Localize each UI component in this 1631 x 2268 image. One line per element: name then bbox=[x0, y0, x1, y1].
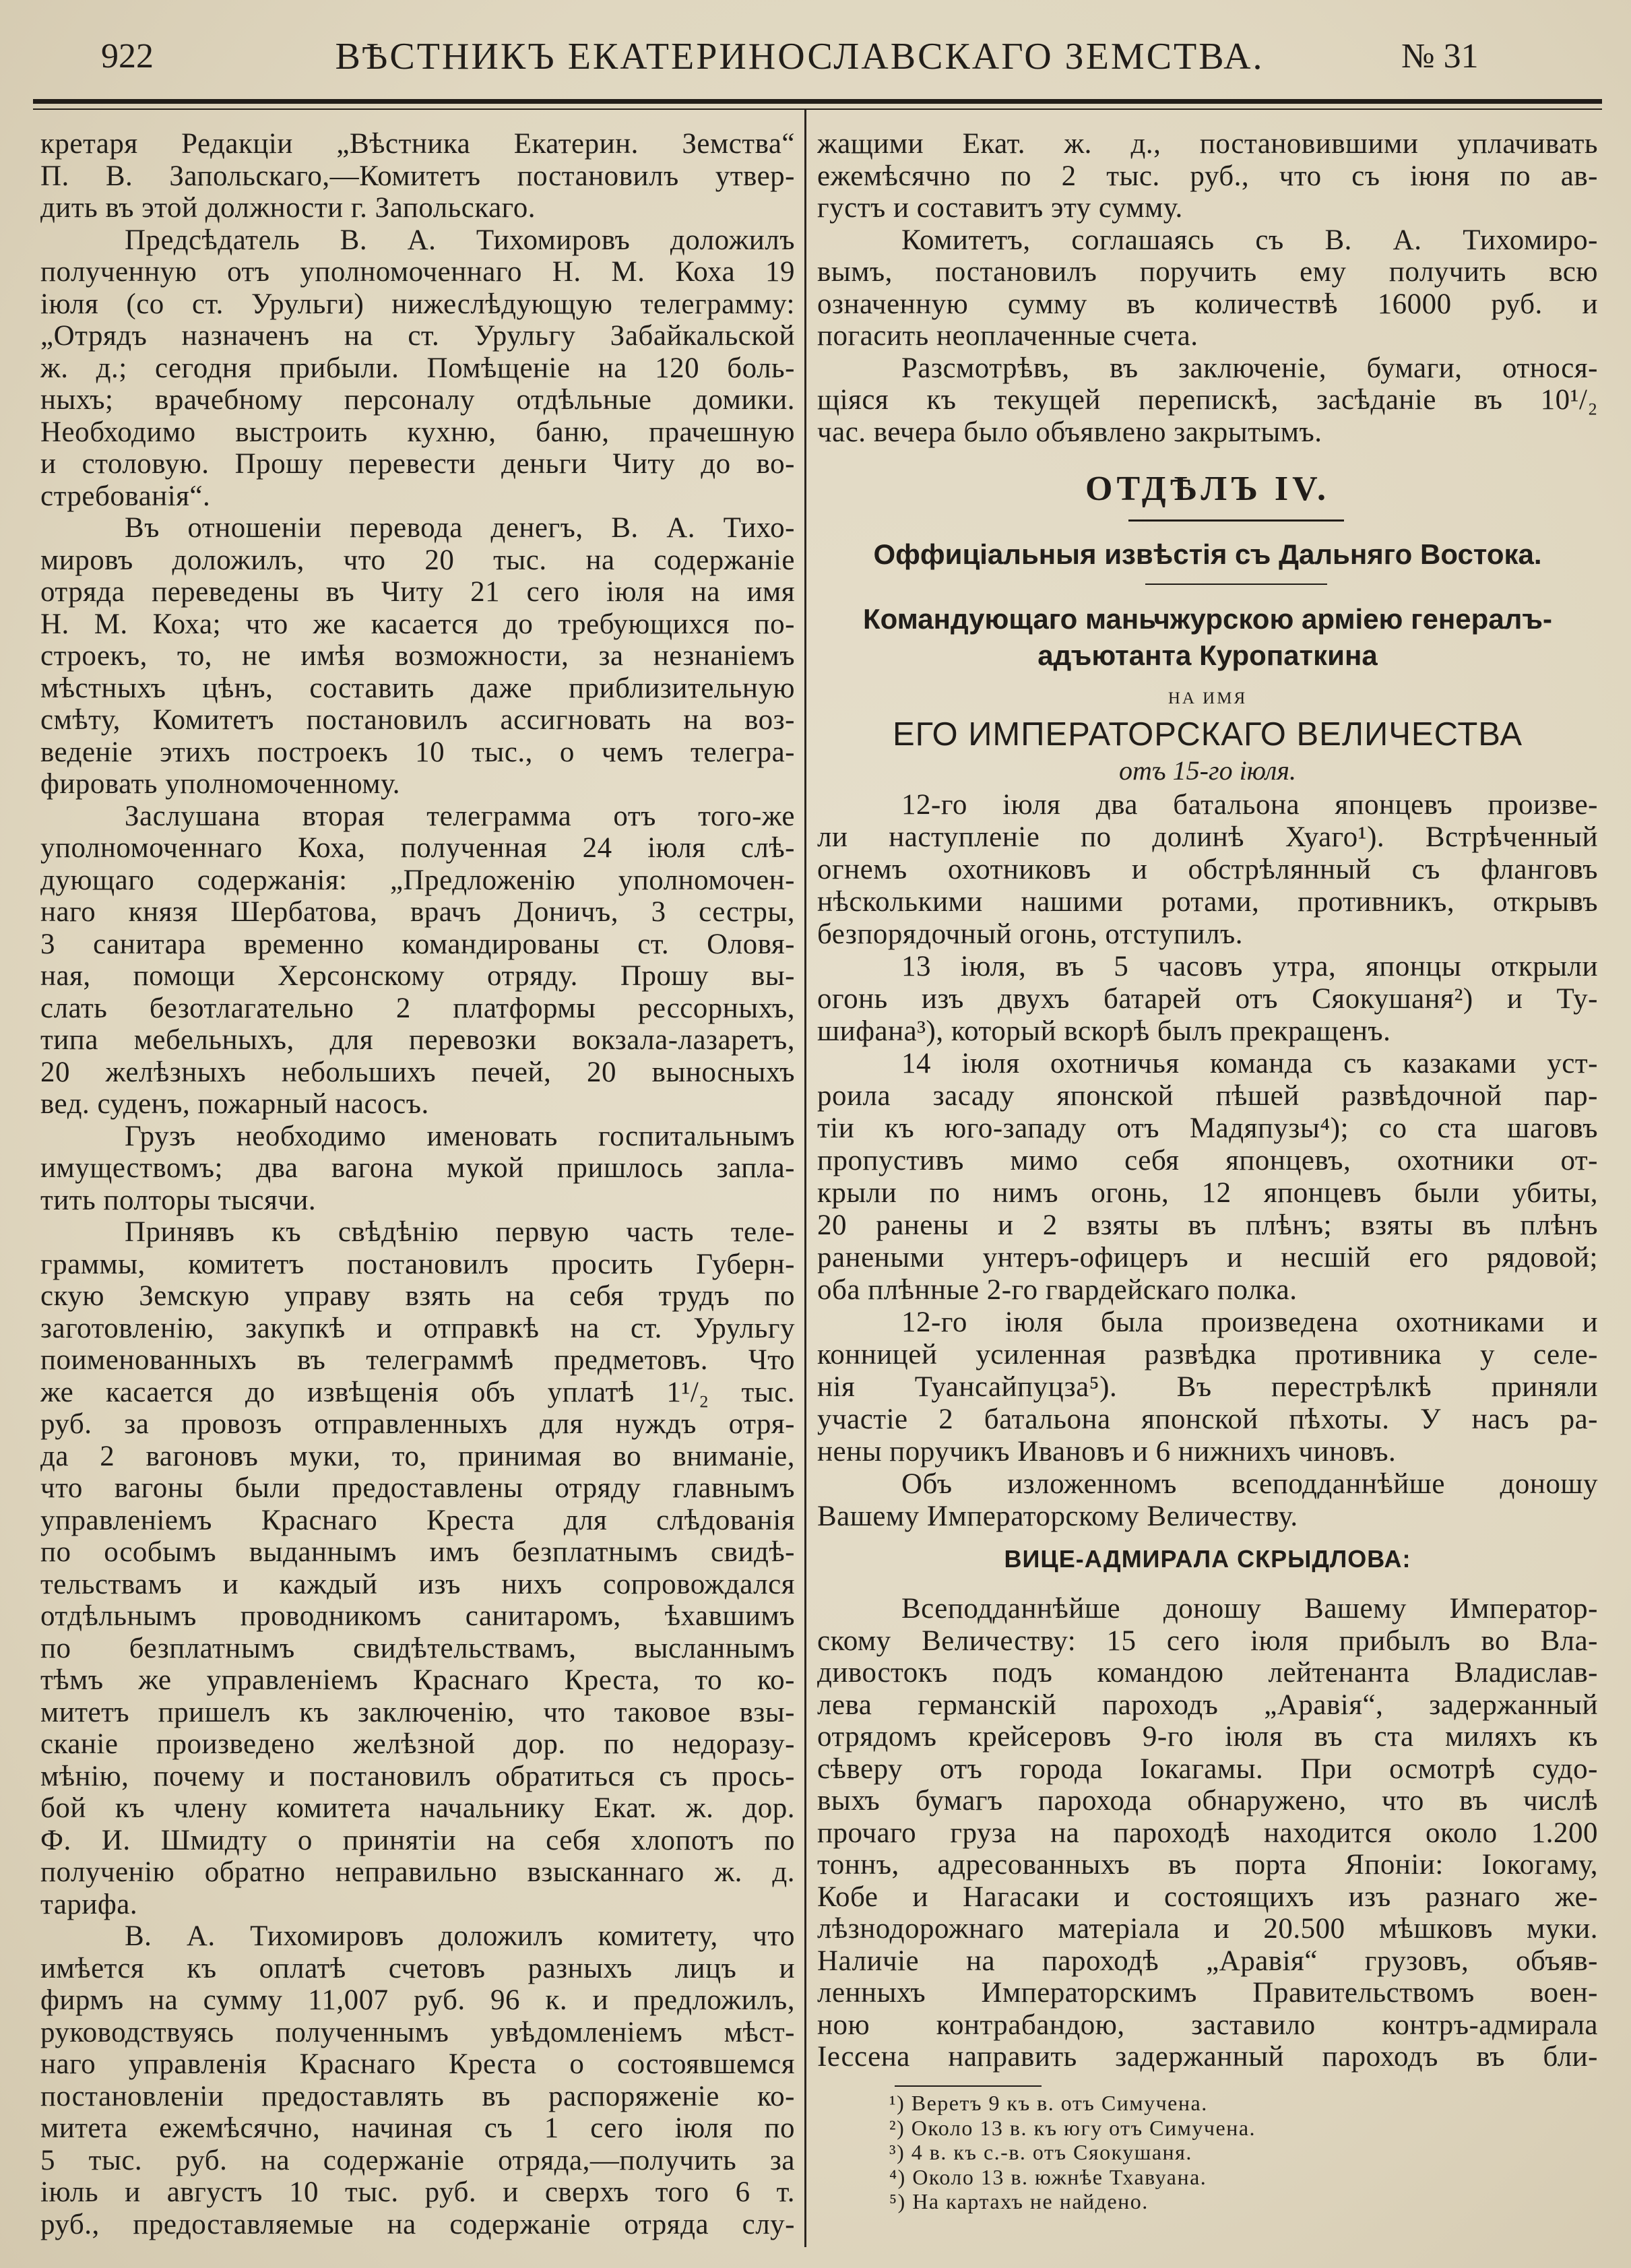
paragraph bbox=[817, 128, 1598, 224]
text-line: наго управленія Краснаго Креста о состоявшемся bbox=[40, 2048, 795, 2080]
footnotes bbox=[889, 2091, 1563, 2214]
section-subheading: Оффиціальныя извѣстія съ Дальняго Востока. bbox=[873, 538, 1542, 570]
text-line: іюль и августъ 10 тыс. руб. и сверхъ того 6 т. bbox=[40, 2176, 795, 2208]
text-line: сѣверу отъ города Іокагамы. При осмотрѣ судо- bbox=[817, 1753, 1598, 1785]
text-line: Заслушана вторая телеграмма отъ того-же bbox=[125, 800, 795, 832]
paragraph bbox=[817, 951, 1598, 1048]
text-line: участіе 2 батальона японской пѣхоты. У насъ ра- bbox=[817, 1404, 1598, 1435]
text-line: 13 іюля, въ 5 часовъ утра, японцы открыли bbox=[901, 951, 1598, 982]
text-line: ленныхъ Императорскимъ Правительствомъ воен- bbox=[817, 1977, 1598, 2009]
text-line: Объ изложенномъ всеподданнѣйше доношу bbox=[901, 1468, 1598, 1500]
text-line: нія Туансайпуцза⁵). Въ перестрѣлкѣ приняли bbox=[817, 1371, 1598, 1403]
text-line: ранеными унтеръ-офицеръ и несшій его рядовой; bbox=[817, 1242, 1598, 1273]
kuropatkin-report-text bbox=[817, 789, 1598, 1533]
text-line: и столовую. Прошу перевести деньги Читу до во- bbox=[40, 448, 795, 480]
text-line: веденіе этихъ построекъ 10 тыс., о чемъ телегра- bbox=[40, 736, 795, 768]
text-line: руб., предоставляемые на содержаніе отряда слу- bbox=[40, 2208, 795, 2240]
issue-number: № 31 bbox=[1401, 37, 1479, 75]
text-line: что вагоны были предоставлены отряду главнымъ bbox=[40, 1472, 795, 1504]
text-line: полученію обратно неправильно взысканнаго ж. д. bbox=[40, 1856, 795, 1888]
text-line: мировъ доложилъ, что 20 тыс. на содержаніе bbox=[40, 544, 795, 576]
publication-title: ВѢСТНИКЪ ЕКАТЕРИНОСЛАВСКАГО ЗЕМСТВА. bbox=[335, 36, 1265, 77]
text-line: 5 тыс. руб. на содержаніе отряда,—получить за bbox=[40, 2144, 795, 2176]
text-line: Грузъ необходимо именовать госпитальнымъ bbox=[125, 1120, 795, 1152]
text-line: Принявъ къ свѣдѣнію первую часть теле- bbox=[125, 1216, 795, 1248]
footnote: ²) Около 13 в. къ югу отъ Симучена. bbox=[889, 2115, 1256, 2140]
text-line: пропустивъ мимо себя японцевъ, охотники от- bbox=[817, 1145, 1598, 1176]
report-heading-line: адъютанта Куропаткина bbox=[1037, 639, 1378, 671]
text-line: тіи къ юго-западу отъ Мадяпузы⁴); со ста шаговъ bbox=[817, 1112, 1598, 1144]
text-line: конницей усиленная развѣдка противника у селе- bbox=[817, 1339, 1598, 1371]
text-line: Іессена направить задержанный пароходъ въ бли- bbox=[817, 2041, 1598, 2073]
footnote: ³) 4 в. къ с.-в. отъ Сяокушаня. bbox=[889, 2140, 1192, 2164]
footnote: ¹) Веретъ 9 къ в. отъ Симучена. bbox=[889, 2091, 1208, 2115]
text-line: Вашему Императорскому Величеству. bbox=[817, 1501, 1298, 1532]
text-line: нены поручикъ Ивановъ и 6 нижнихъ чиновъ. bbox=[817, 1436, 1397, 1468]
text-line: Необходимо выстроить кухню, баню, прачешную bbox=[40, 416, 795, 448]
text-line: выхъ бумагъ парохода обнаружено, что въ числѣ bbox=[817, 1785, 1598, 1817]
text-line: тоннъ, адресованныхъ въ порта Японіи: Іокогаму, bbox=[817, 1849, 1598, 1881]
text-line: В. А. Тихомировъ доложилъ комитету, что bbox=[125, 1920, 795, 1952]
text-line: ныхъ; врачебному персоналу отдѣльные домики. bbox=[40, 384, 795, 416]
paragraph bbox=[817, 789, 1598, 951]
text-line: граммы, комитетъ постановилъ просить Губерн- bbox=[40, 1248, 795, 1280]
paragraph bbox=[40, 224, 795, 513]
text-line: Н. М. Коха; что же касается до требующихся по- bbox=[40, 608, 795, 640]
text-line: тить полторы тысячи. bbox=[40, 1184, 317, 1216]
text-line: 20 ранены и 2 взяты въ плѣнъ; взяты въ плѣнъ bbox=[817, 1209, 1598, 1241]
section-heading: ОТДѢЛЪ IV. bbox=[1085, 470, 1330, 508]
footnote-rule bbox=[895, 2085, 1042, 2087]
text-line: типа мебельныхъ, для перевозки вокзала-лазаретъ, bbox=[40, 1024, 795, 1056]
text-line: мѣстныхъ цѣнъ, составить даже приблизительную bbox=[40, 672, 795, 704]
paragraph bbox=[817, 1306, 1598, 1468]
text-line: слать безотлагательно 2 платформы рессорныхъ, bbox=[40, 992, 795, 1024]
text-line: наго князя Шербатова, врачъ Доничъ, 3 сестры, bbox=[40, 896, 795, 928]
text-line: ли наступленіе по долинѣ Хуаго¹). Встрѣченный bbox=[817, 821, 1598, 853]
text-line: тѣмъ же управленіемъ Краснаго Креста, то ко- bbox=[40, 1664, 795, 1696]
paragraph bbox=[40, 800, 795, 1121]
text-line: нѣсколькими нашими ротами, противникъ, открывъ bbox=[817, 886, 1598, 918]
footnote: ⁴) Около 13 в. южнѣе Тхавуана. bbox=[889, 2164, 1207, 2189]
text-line: уполномоченнаго Коха, полученная 24 іюля слѣ- bbox=[40, 832, 795, 864]
paragraph bbox=[40, 128, 795, 224]
text-line: митета ежемѣсячно, начиная съ 1 сего іюля по bbox=[40, 2112, 795, 2144]
text-line: митетъ пришелъ къ заключенію, что таковое взы- bbox=[40, 1696, 795, 1728]
paragraph bbox=[817, 1048, 1598, 1306]
text-line: вымъ, постановилъ поручить ему получить всю bbox=[817, 256, 1598, 288]
text-line: вед. суденъ, пожарный насосъ. bbox=[40, 1088, 429, 1120]
text-line: поименованныхъ въ телеграммѣ предметовъ. Что bbox=[40, 1344, 795, 1376]
paragraph bbox=[40, 512, 795, 800]
paragraph bbox=[817, 1468, 1598, 1533]
left-column-text bbox=[40, 128, 795, 2240]
text-line: дующаго содержанія: „Предложенію уполномочен- bbox=[40, 864, 795, 896]
text-line: час. вечера было объявлено закрытымъ. bbox=[817, 416, 1322, 448]
text-line: ною контрабандою, заставило контръ-адмирала bbox=[817, 2009, 1598, 2041]
text-line: по особымъ выданнымъ имъ безплатнымъ свидѣ- bbox=[40, 1536, 795, 1568]
text-line: безпорядочный огонь, отступилъ. bbox=[817, 918, 1243, 950]
page-number: 922 bbox=[101, 37, 154, 75]
text-line: погасить неоплаченные счета. bbox=[817, 320, 1198, 352]
text-line: густъ и составитъ эту сумму. bbox=[817, 192, 1183, 224]
text-line: фировать уполномоченному. bbox=[40, 768, 401, 800]
text-line: Ф. И. Шмидту о принятіи на себя хлопотъ по bbox=[40, 1824, 795, 1856]
text-line: по безплатнымъ свидѣтельствамъ, высланнымъ bbox=[40, 1632, 795, 1664]
column-divider bbox=[804, 110, 806, 2247]
text-line: да 2 вагоновъ муки, то, принимая во вниманіе, bbox=[40, 1440, 795, 1472]
text-line: дить въ этой должности г. Запольскаго. bbox=[40, 192, 536, 224]
text-line: крыли по нимъ огонь, 12 японцевъ были убиты, bbox=[817, 1177, 1598, 1209]
text-line: тельствамъ и каждый изъ нихъ сопровождался bbox=[40, 1568, 795, 1600]
text-line: полученную отъ уполномоченнаго Н. М. Коха 19 bbox=[40, 256, 795, 288]
report-heading-line: Командующаго маньчжурскою арміею генералъ- bbox=[863, 603, 1552, 635]
paragraph bbox=[40, 1920, 795, 2240]
text-line: отдѣльнымъ проводникомъ санитаромъ, ѣхавшимъ bbox=[40, 1600, 795, 1632]
skrydlov-report-text bbox=[817, 1593, 1598, 2073]
text-line: Въ отношеніи перевода денегъ, В. А. Тихо- bbox=[125, 512, 795, 544]
text-line: бой къ члену комитета начальнику Екат. ж. дор. bbox=[40, 1792, 795, 1824]
text-line: Всеподданнѣйше доношу Вашему Император- bbox=[901, 1593, 1598, 1625]
text-line: Комитетъ, соглашаясь съ В. А. Тихомиро- bbox=[901, 224, 1598, 256]
text-line: руководствуясь полученнымъ увѣдомленіемъ мѣст- bbox=[40, 2016, 795, 2048]
text-line: дивостокъ подъ командою лейтенанта Владислав- bbox=[817, 1657, 1598, 1689]
text-line: скую Земскую управу взять на себя трудъ по bbox=[40, 1280, 795, 1312]
text-line: оба плѣнные 2-го гвардейскаго полка. bbox=[817, 1274, 1298, 1306]
text-line: Предсѣдатель В. А. Тихомировъ доложилъ bbox=[125, 224, 795, 256]
footnote: ⁵) На картахъ не найдено. bbox=[889, 2189, 1149, 2213]
text-line: щіяся къ текущей перепискѣ, засѣданіе въ 10¹/₂ bbox=[817, 384, 1598, 416]
text-line: отряда переведены въ Читу 21 сего іюля на имя bbox=[40, 576, 795, 608]
text-line: постановленіи предоставлять въ распоряженіе ко- bbox=[40, 2080, 795, 2112]
text-line: тарифа. bbox=[40, 1888, 138, 1920]
text-line: прочаго груза на пароходѣ находится около 1.200 bbox=[817, 1817, 1598, 1849]
report-heading bbox=[817, 601, 1598, 674]
section-rule bbox=[1128, 519, 1344, 522]
report-date: отъ 15-го іюля. bbox=[1119, 755, 1296, 786]
text-line: стребованія“. bbox=[40, 480, 211, 512]
text-line: 14 іюля охотничья команда съ казаками уст- bbox=[901, 1048, 1598, 1079]
text-line: шифана³), который вскорѣ былъ прекращенъ. bbox=[817, 1015, 1391, 1047]
addressee-prefix: НА ИМЯ bbox=[1168, 689, 1248, 707]
text-line: же касается до извѣщенія объ уплатѣ 1¹/₂ тыс. bbox=[40, 1376, 795, 1408]
header-rule-thick bbox=[33, 99, 1602, 104]
text-line: лѣзнодорожнаго матеріала и 20.500 мѣшковъ муки. bbox=[817, 1913, 1598, 1945]
text-line: имѣется къ оплатѣ счетовъ разныхъ лицъ и bbox=[40, 1952, 795, 1984]
text-line: кретаря Редакціи „Вѣстника Екатерин. Земства“ bbox=[40, 128, 795, 160]
paragraph bbox=[817, 1593, 1598, 2073]
text-line: ж. д.; сегодня прибыли. Помѣщеніе на 120 боль- bbox=[40, 352, 795, 384]
text-line: огнемъ охотниковъ и обстрѣлянный съ фланговъ bbox=[817, 854, 1598, 885]
text-line: жащими Екат. ж. д., постановившими уплачивать bbox=[817, 128, 1598, 160]
text-line: фирмъ на сумму 11,007 руб. 96 к. и предложилъ, bbox=[40, 1984, 795, 2016]
text-line: смѣту, Комитетъ постановилъ ассигновать на воз- bbox=[40, 704, 795, 736]
text-line: скому Величеству: 15 сего іюля прибылъ во Вла- bbox=[817, 1625, 1598, 1657]
text-line: заготовленію, закупкѣ и отправкѣ на ст. Урульгу bbox=[40, 1312, 795, 1344]
report-heading: ВИЦЕ-АДМИРАЛА СКРЫДЛОВА: bbox=[1004, 1545, 1411, 1573]
text-line: іюля (со ст. Урульги) нижеслѣдующую телеграмму: bbox=[40, 288, 795, 320]
text-line: Разсмотрѣвъ, въ заключеніе, бумаги, относя- bbox=[901, 352, 1598, 384]
right-column-continuation bbox=[817, 128, 1598, 448]
text-line: руб. за провозъ отправленныхъ для нуждъ отря- bbox=[40, 1408, 795, 1440]
text-line: сканіе произведено желѣзной дор. по недоразу- bbox=[40, 1728, 795, 1760]
text-line: Кобе и Нагасаки и состоящихъ изъ разнаго же- bbox=[817, 1881, 1598, 1913]
section-rule bbox=[1145, 584, 1327, 585]
paragraph bbox=[40, 1121, 795, 1217]
addressee: ЕГО ИМПЕРАТОРСКАГО ВЕЛИЧЕСТВА bbox=[893, 716, 1523, 753]
text-line: 3 санитара временно командированы ст. Оловя- bbox=[40, 928, 795, 960]
text-line: 12-го іюля два батальона японцевъ произве- bbox=[901, 789, 1598, 821]
text-line: ная, помощи Херсонскому отряду. Прошу вы- bbox=[40, 960, 795, 992]
text-line: означенную сумму въ количествѣ 16000 руб. и bbox=[817, 288, 1598, 320]
paragraph bbox=[40, 1216, 795, 1920]
text-line: огонь изъ двухъ батарей отъ Сяокушаня²) и Ту- bbox=[817, 983, 1598, 1015]
paragraph bbox=[817, 352, 1598, 449]
text-line: ежемѣсячно по 2 тыс. руб., что съ іюня по ав- bbox=[817, 160, 1598, 192]
text-line: 12-го іюля была произведена охотниками и bbox=[901, 1306, 1598, 1338]
text-line: роила засаду японской пѣшей развѣдочной пар- bbox=[817, 1080, 1598, 1112]
text-line: управленіемъ Краснаго Креста для слѣдованія bbox=[40, 1504, 795, 1536]
text-line: отрядомъ крейсеровъ 9-го іюля въ ста миляхъ къ bbox=[817, 1721, 1598, 1753]
header-rule-thin bbox=[33, 108, 1602, 110]
text-line: строекъ, то, не имѣя возможности, за незнаніемъ bbox=[40, 640, 795, 672]
paragraph bbox=[817, 224, 1598, 352]
text-line: мѣнію, почему и постановилъ обратиться съ прось- bbox=[40, 1760, 795, 1792]
text-line: Наличіе на пароходѣ „Аравія“ грузовъ, объяв- bbox=[817, 1945, 1598, 1977]
text-line: „Отрядъ назначенъ на ст. Урульгу Забайкальской bbox=[40, 320, 795, 352]
text-line: имуществомъ; два вагона мукой пришлось запла- bbox=[40, 1152, 795, 1184]
text-line: лева германскій пароходъ „Аравія“, задержанный bbox=[817, 1689, 1598, 1721]
text-line: П. В. Запольскаго,—Комитетъ постановилъ утвер- bbox=[40, 160, 795, 192]
text-line: 20 желѣзныхъ небольшихъ печей, 20 выносныхъ bbox=[40, 1056, 795, 1088]
